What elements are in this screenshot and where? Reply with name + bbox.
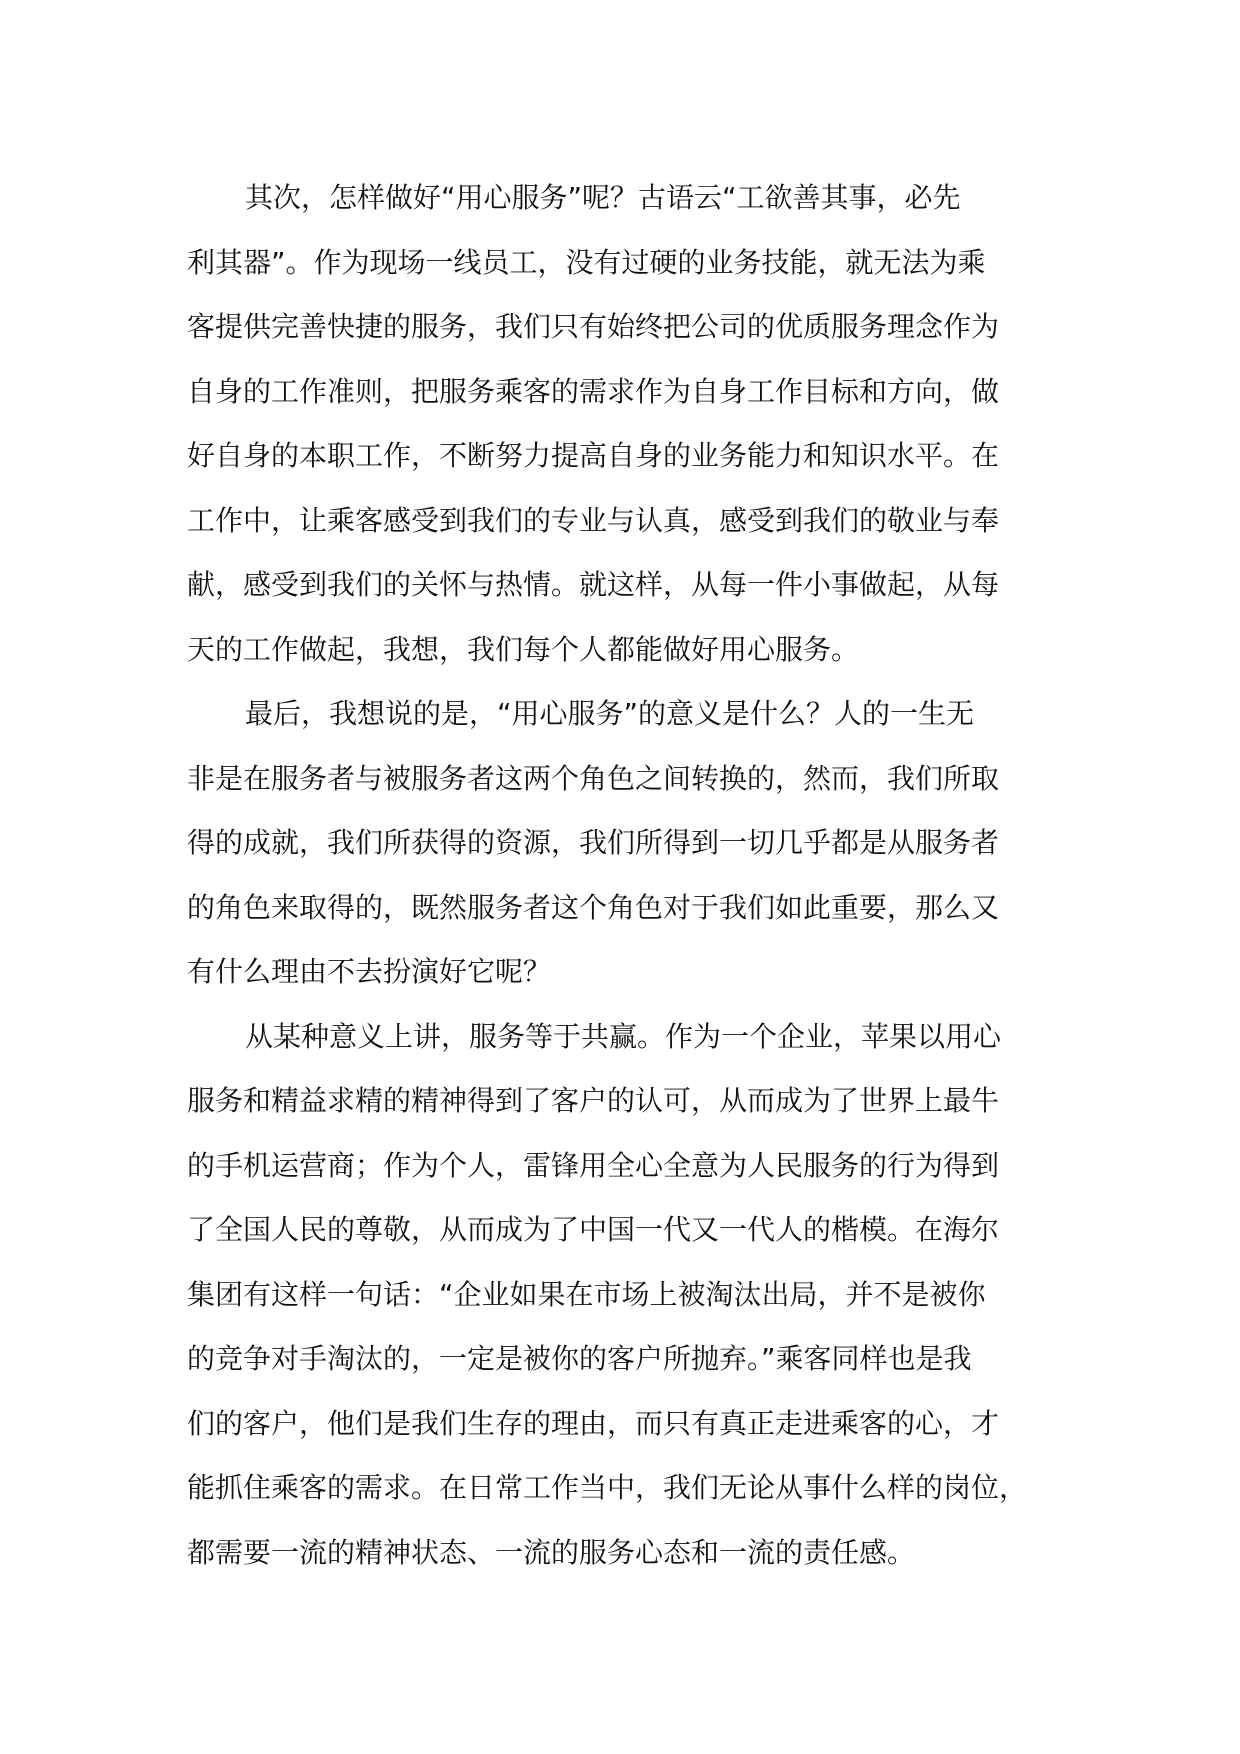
text-line: 自身的工作准则，把服务乘客的需求作为自身工作目标和方向，做: [187, 374, 1000, 408]
text-line: 献，感受到我们的关怀与热情。就这样，从每一件小事做起，从每: [187, 568, 1000, 601]
text-line: 其次，怎样做好“用心服务”呢？古语云“工欲善其事，必先: [245, 181, 961, 214]
text-line: 得的成就，我们所获得的资源，我们所得到一切几乎都是从服务者: [187, 826, 1000, 859]
text-line: 集团有这样一句话：“企业如果在市场上被淘汰出局，并不是被你: [187, 1277, 986, 1311]
text-line: 都需要一流的精神状态、一流的服务心态和一流的责任感。: [187, 1535, 916, 1569]
text-line: 的角色来取得的，既然服务者这个角色对于我们如此重要，那么又: [187, 890, 1000, 924]
paragraph-2: [187, 682, 1087, 1005]
text-line: 的竞争对手淘汰的，一定是被你的客户所抛弃。”乘客同样也是我: [187, 1342, 972, 1375]
text-line: 利其器”。作为现场一线员工，没有过硬的业务技能，就无法为乘: [187, 245, 986, 279]
text-line: 非是在服务者与被服务者这两个角色之间转换的，然而，我们所取: [187, 761, 1000, 795]
paragraph-1: [187, 166, 1087, 682]
text-line: 最后，我想说的是，“用心服务”的意义是什么？人的一生无: [245, 697, 975, 730]
text-line: 客提供完善快捷的服务，我们只有始终把公司的优质服务理念作为: [187, 310, 1000, 343]
text-line: 能抓住乘客的需求。在日常工作当中，我们无论从事什么样的岗位，: [187, 1471, 1028, 1504]
text-line: 们的客户，他们是我们生存的理由，而只有真正走进乘客的心，才: [187, 1406, 1000, 1440]
text-line: 服务和精益求精的精神得到了客户的认可，从而成为了世界上最牛: [187, 1084, 1000, 1117]
text-line: 天的工作做起，我想，我们每个人都能做好用心服务。: [187, 632, 860, 666]
text-line: 的手机运营商；作为个人，雷锋用全心全意为人民服务的行为得到: [187, 1148, 1000, 1182]
text-line: 有什么理由不去扮演好它呢？: [187, 955, 552, 988]
paragraph-3: [187, 1005, 1087, 1586]
text-line: 工作中，让乘客感受到我们的专业与认真，感受到我们的敬业与奉: [187, 503, 1000, 537]
text-line: 从某种意义上讲，服务等于共赢。作为一个企业，苹果以用心: [245, 1019, 1002, 1053]
document-body: [187, 166, 1087, 1585]
text-line: 好自身的本职工作，不断努力提高自身的业务能力和知识水平。在: [187, 439, 1000, 472]
text-line: 了全国人民的尊敬，从而成为了中国一代又一代人的楷模。在海尔: [187, 1213, 1000, 1246]
